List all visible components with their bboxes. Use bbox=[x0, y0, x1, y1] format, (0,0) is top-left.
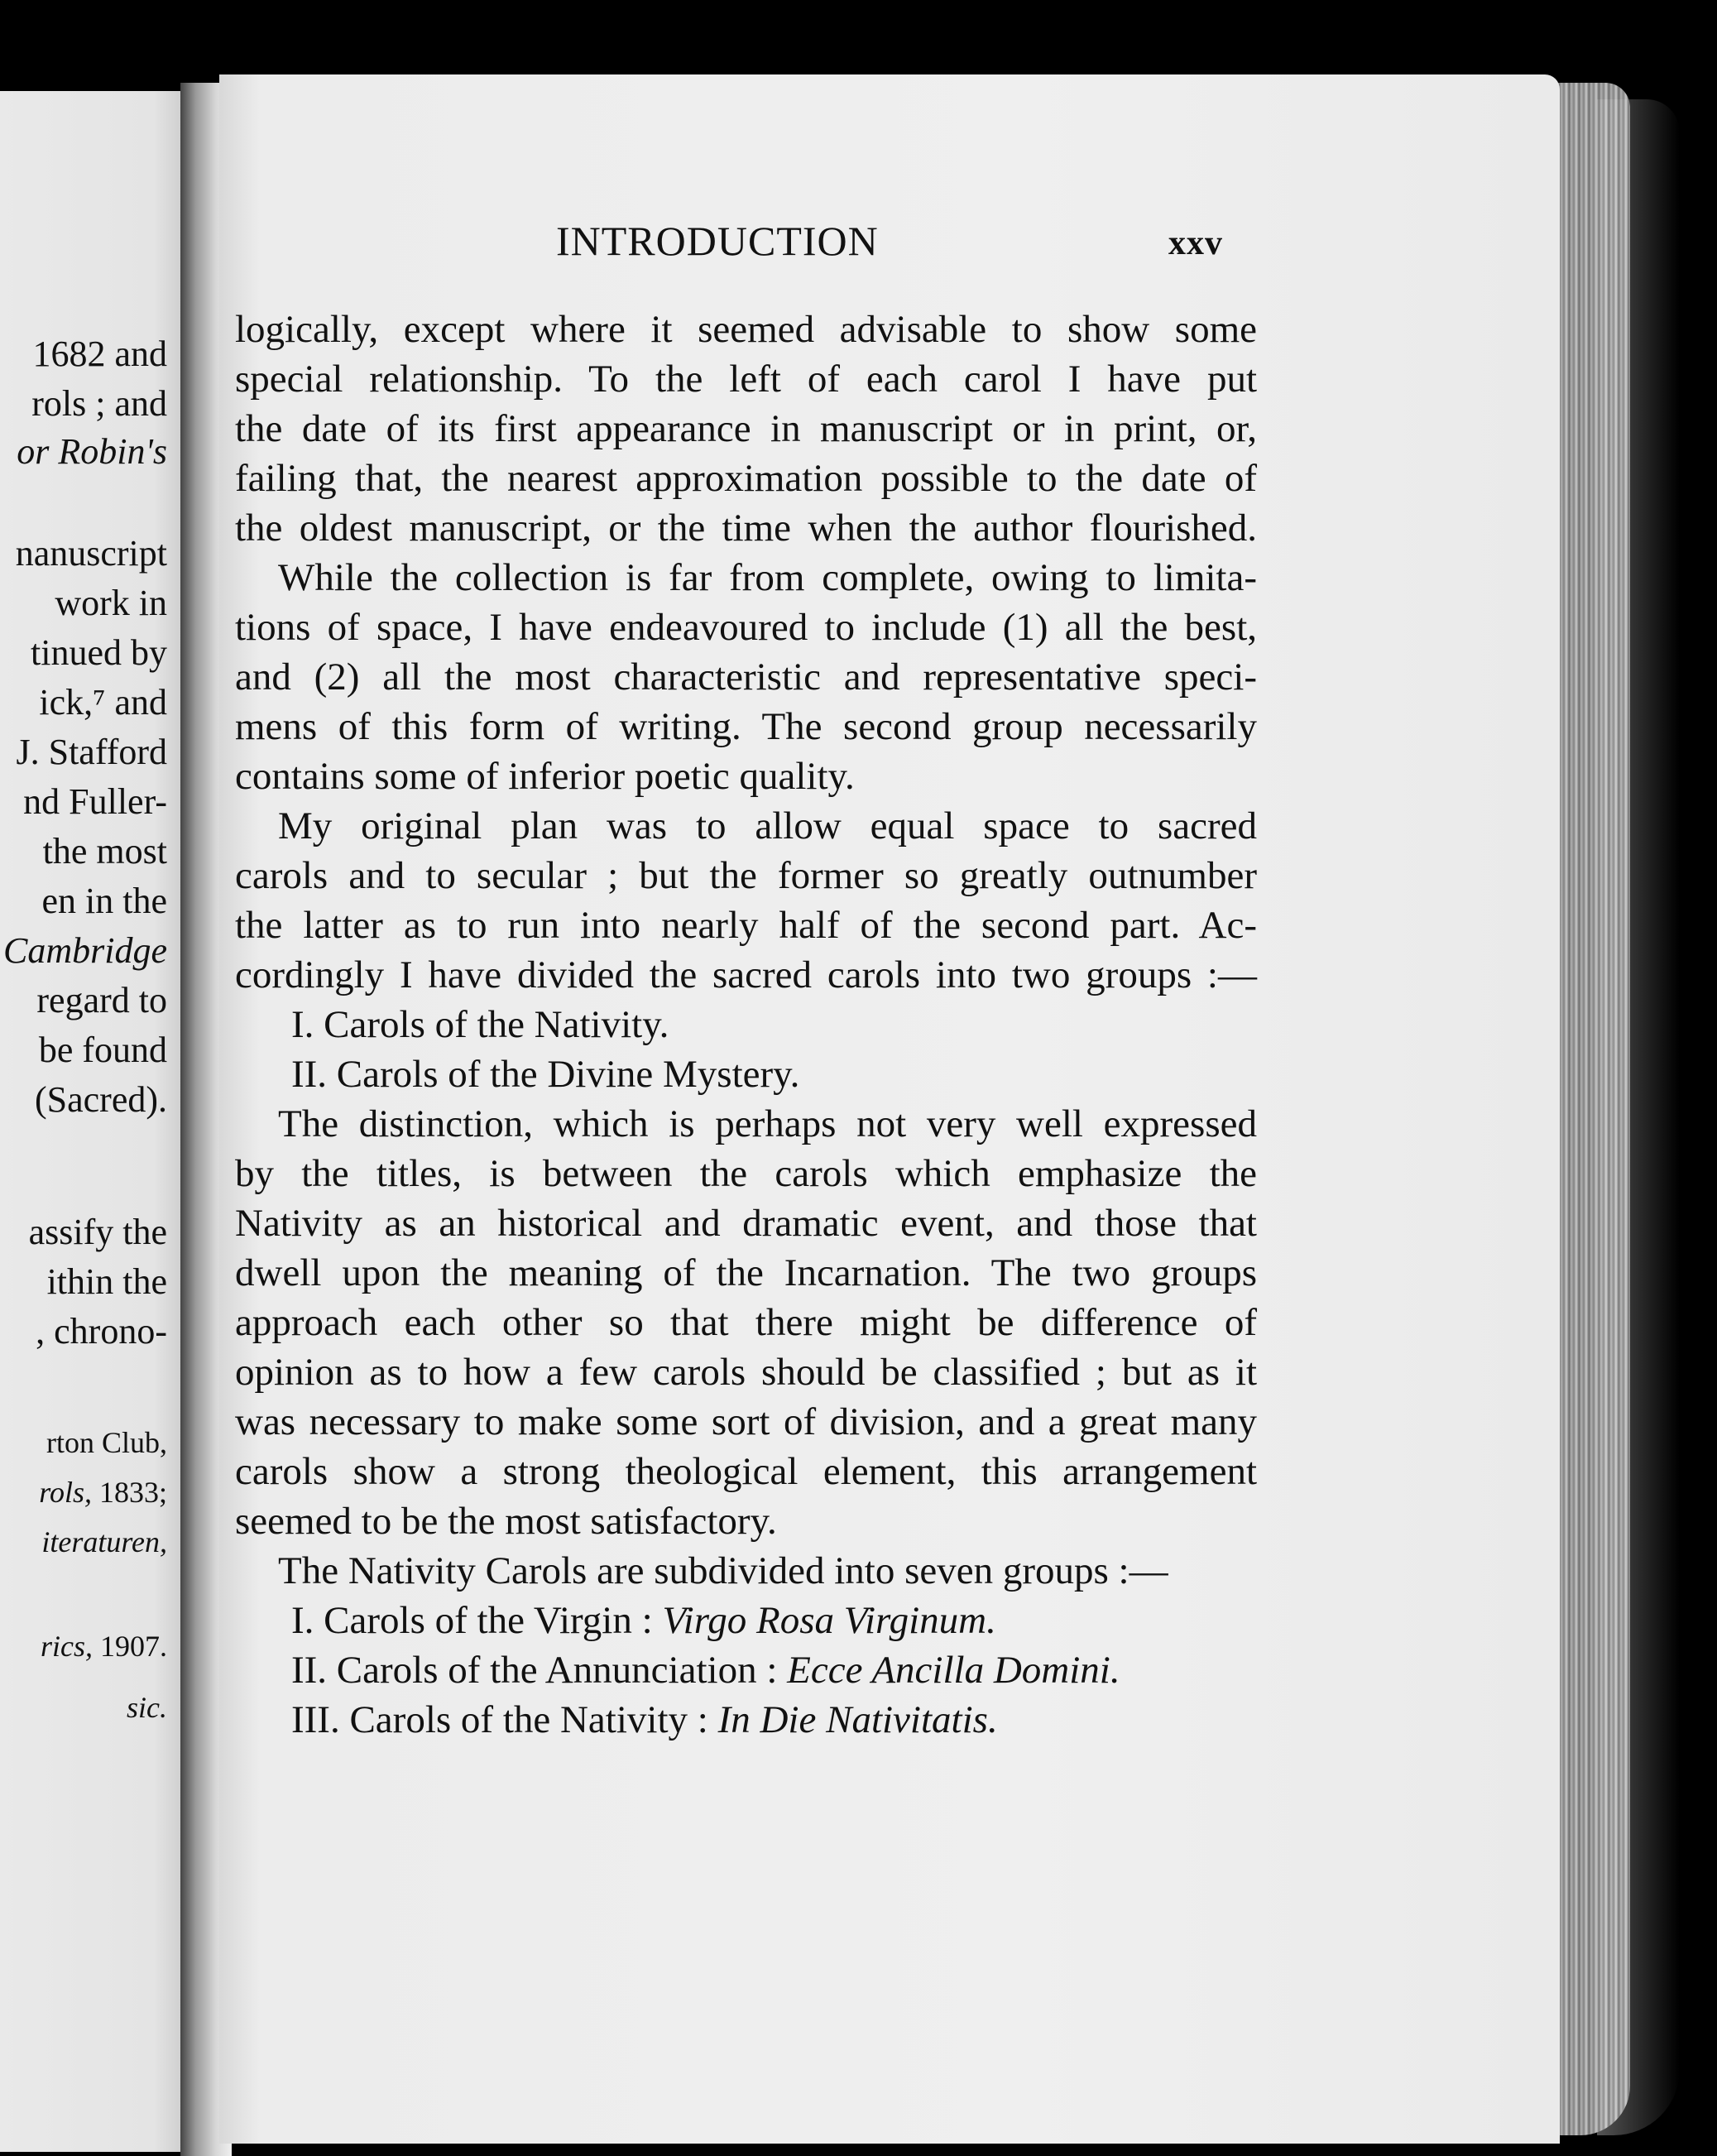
left-line: J. Stafford bbox=[16, 732, 167, 772]
paragraph bbox=[235, 1099, 1257, 1546]
left-italic: rics, bbox=[41, 1630, 93, 1663]
page-number: xxv bbox=[1168, 224, 1223, 262]
left-line bbox=[41, 1629, 167, 1664]
left-line: 1682 and bbox=[32, 334, 167, 374]
left-suffix: 1907. bbox=[93, 1630, 167, 1663]
group-item: I. Carols of the Nativity. bbox=[291, 1003, 669, 1046]
text-line: My original plan was to allow equal space to sacred bbox=[278, 804, 1257, 848]
left-line: , chrono- bbox=[36, 1311, 167, 1352]
text-line: the oldest manuscript, or the time when the author flourished. bbox=[235, 507, 1257, 550]
subgroup-latin: Virgo Rosa Virginum. bbox=[662, 1599, 996, 1642]
text-line: mens of this form of writing. The second group necessarily bbox=[235, 705, 1257, 748]
subgroup-label: III. Carols of the Nativity : bbox=[291, 1698, 718, 1741]
text-line: dwell upon the meaning of the Incarnation. The two groups bbox=[235, 1251, 1257, 1294]
text-line: Nativity as an historical and dramatic event, and those that bbox=[235, 1202, 1257, 1245]
text-line: The Nativity Carols are subdivided into seven groups :— bbox=[278, 1549, 1168, 1592]
text-line: The distinction, which is perhaps not very well expressed bbox=[278, 1102, 1257, 1145]
text-line: carols show a strong theological element, this arrangement bbox=[235, 1450, 1257, 1493]
text-line: cordingly I have divided the sacred carols into two groups :— bbox=[235, 953, 1257, 996]
text-line: the latter as to run into nearly half of the second part. Ac- bbox=[235, 904, 1257, 947]
left-line: work in bbox=[55, 583, 167, 623]
text-line: seemed to be the most satisfactory. bbox=[235, 1500, 777, 1543]
running-head: INTRODUCTION bbox=[556, 218, 879, 264]
paragraph bbox=[235, 305, 1257, 553]
left-line: rton Club, bbox=[46, 1426, 167, 1459]
text-line: special relationship. To the left of each carol I have put bbox=[235, 358, 1257, 401]
subgroup-latin: Ecce Ancilla Domini. bbox=[787, 1649, 1120, 1692]
left-line: en in the bbox=[41, 881, 167, 921]
left-line: Cambridge bbox=[3, 930, 167, 971]
paragraph bbox=[235, 1546, 1257, 1596]
text-line: the date of its first appearance in manuscript or in print, or, bbox=[235, 407, 1257, 450]
subgroup-latin: In Die Nativitatis. bbox=[717, 1698, 998, 1741]
text-line: While the collection is far from complete, owing to limita- bbox=[278, 556, 1257, 599]
text-line: tions of space, I have endeavoured to include (1) all the best, bbox=[235, 606, 1257, 649]
group-list bbox=[235, 1000, 1257, 1099]
left-line: ick,⁷ and bbox=[39, 682, 167, 723]
group-item: II. Carols of the Divine Mystery. bbox=[291, 1053, 800, 1096]
left-line: be found bbox=[38, 1030, 167, 1070]
body-text bbox=[235, 305, 1257, 1745]
text-line: logically, except where it seemed advisable to show some bbox=[235, 308, 1257, 351]
subgroup-item bbox=[235, 1596, 1257, 1645]
subgroup-label: I. Carols of the Virgin : bbox=[291, 1599, 663, 1642]
left-line: tinued by bbox=[31, 632, 167, 673]
text-line: approach each other so that there might be difference of bbox=[235, 1301, 1257, 1344]
paragraph bbox=[235, 801, 1257, 1000]
left-line: sic. bbox=[127, 1691, 167, 1724]
left-page-fragment bbox=[0, 91, 192, 2152]
left-line: ithin the bbox=[46, 1261, 167, 1302]
left-line: iteraturen, bbox=[41, 1525, 167, 1558]
left-suffix: 1833; bbox=[91, 1476, 167, 1509]
paragraph bbox=[235, 553, 1257, 801]
text-line: carols and to secular ; but the former so greatly outnumber bbox=[235, 854, 1257, 897]
left-line: assify the bbox=[28, 1212, 167, 1252]
text-line: opinion as to how a few carols should be classified ; but as it bbox=[235, 1351, 1257, 1394]
subgroup-label: II. Carols of the Annunciation : bbox=[291, 1649, 788, 1692]
left-line: nd Fuller- bbox=[23, 781, 167, 822]
left-line bbox=[39, 1475, 167, 1510]
text-line: failing that, the nearest approximation possible to the date of bbox=[235, 457, 1257, 500]
left-line: (Sacred). bbox=[34, 1079, 167, 1120]
left-line: rols ; and bbox=[31, 383, 167, 424]
text-line: contains some of inferior poetic quality. bbox=[235, 755, 855, 798]
subgroup-item bbox=[235, 1695, 1257, 1745]
subgroup-item bbox=[235, 1645, 1257, 1695]
left-line: regard to bbox=[36, 980, 167, 1020]
text-line: was necessary to make some sort of division, and a great many bbox=[235, 1400, 1257, 1443]
left-italic: rols, bbox=[39, 1476, 92, 1509]
text-line: and (2) all the most characteristic and representative speci- bbox=[235, 655, 1257, 699]
text-line: by the titles, is between the carols which emphasize the bbox=[235, 1152, 1257, 1195]
subgroup-list bbox=[235, 1596, 1257, 1745]
left-line: nanuscript bbox=[15, 533, 167, 574]
left-line: the most bbox=[42, 831, 167, 872]
left-line: or Robin's bbox=[17, 431, 167, 472]
